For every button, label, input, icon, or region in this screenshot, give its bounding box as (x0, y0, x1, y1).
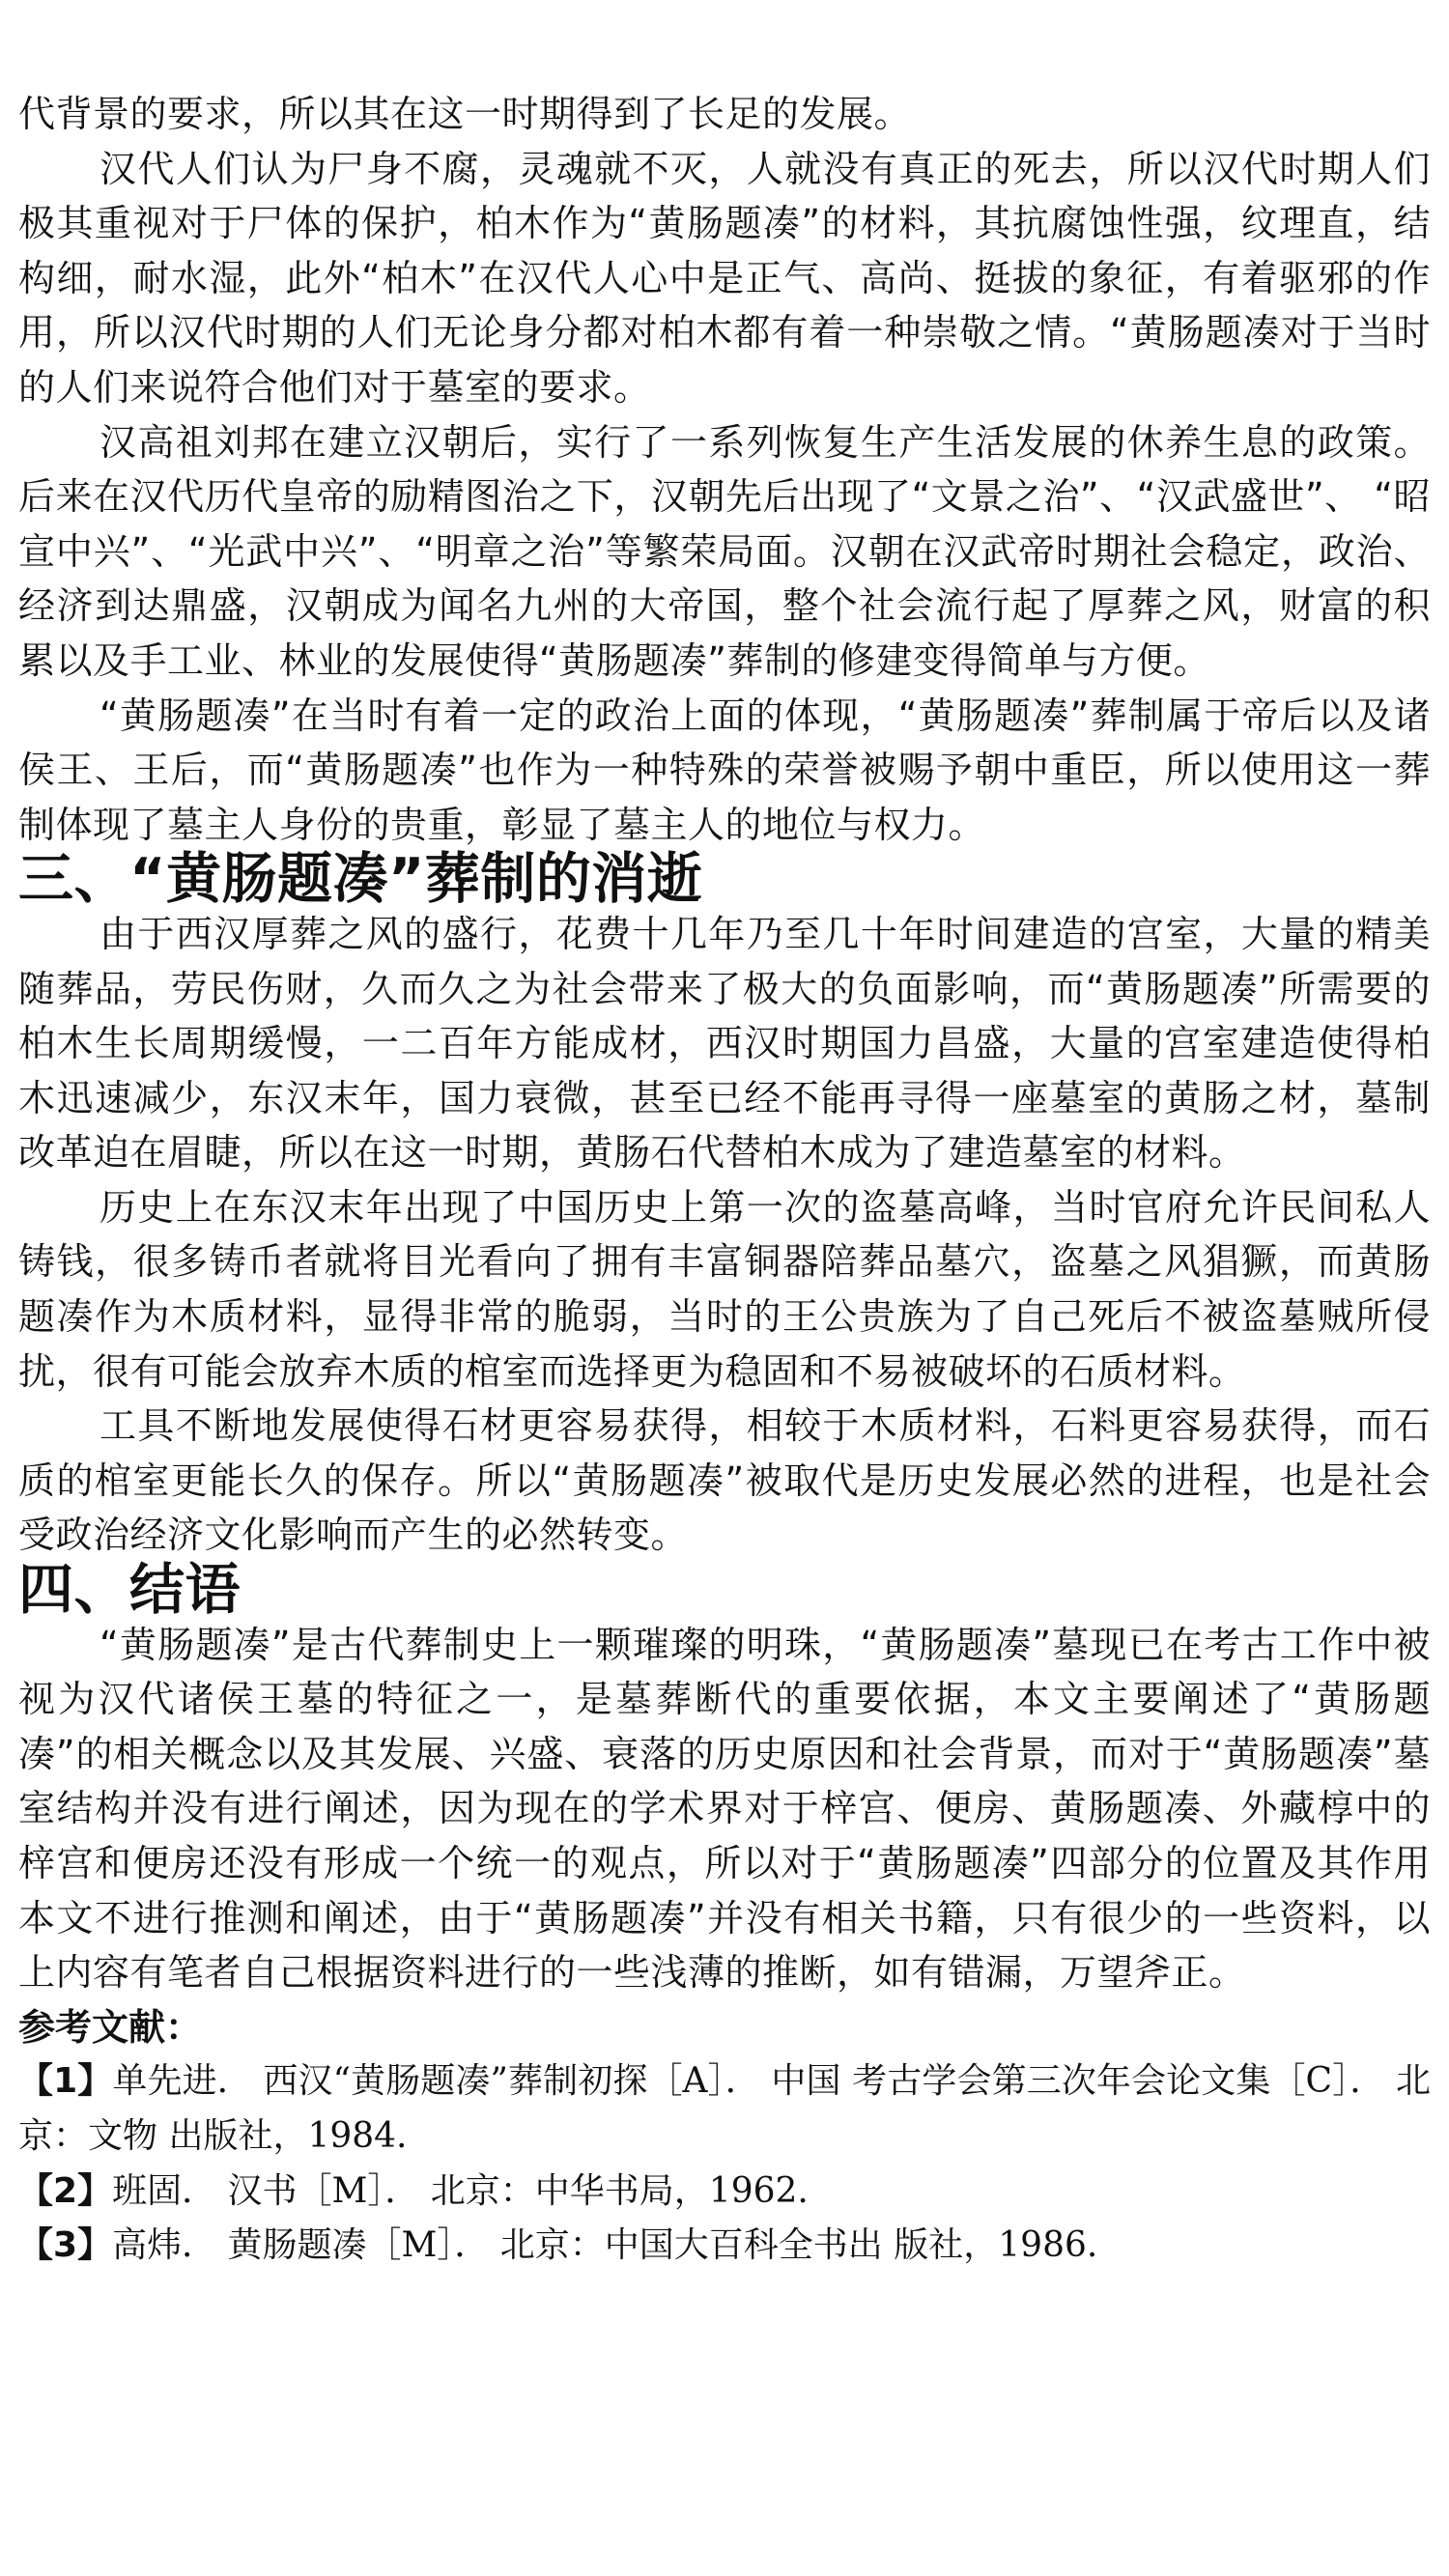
paragraph-cypress-meaning: 汉代人们认为尸身不腐，灵魂就不灭，人就没有真正的死去，所以汉代时期人们极其重视对于尸体的保护，柏木作为“黄肠题凑”的材料，其抗腐蚀性强，纹理直，结构细，耐水湿，此外“柏木”在汉代人心中是正气、高尚、挺拔的象征，有着驱邪的作用，所以汉代时期的人们无论身分都对柏木都有着一种崇敬之情。“黄肠题凑对于当时的人们来说符合他们对于墓室的要求。 (18, 147, 1431, 409)
paragraph-stone-materials: 工具不断地发展使得石材更容易获得，相较于木质材料，石料更容易获得，而石质的棺室更能长久的保存。所以“黄肠题凑”被取代是历史发展必然的进程，也是社会受政治经济文化影响而产生的必然转变。 (18, 1404, 1431, 1557)
reference-number: 【3】 (18, 2225, 113, 2266)
reference-number: 【1】 (18, 2061, 113, 2102)
paragraph-han-prosperity: 汉高祖刘邦在建立汉朝后，实行了一系列恢复生产生活发展的休养生息的政策。后来在汉代历代皇帝的励精图治之下，汉朝先后出现了“文景之治”、“汉武盛世”、 “昭宣中兴”、“光武中兴”、“明章之治”等繁荣局面。汉朝在汉武帝时期社会稳定，政治、经济到达鼎盛，汉朝成为闻名九州的大帝国，整个社会流行起了厚葬之风，财富的积累以及手工业、林业的发展使得“黄肠题凑”葬制的修建变得简单与方便。 (18, 420, 1431, 682)
reference-text: 单先进． 西汉“黄肠题凑”葬制初探［A］． 中国 考古学会第三次年会论文集［C］． 北京：文物 出版社，1984. (18, 2061, 1431, 2156)
reference-text: 高炜． 黄肠题凑［M］． 北京：中国大百科全书出 版社，1986. (112, 2225, 1098, 2266)
reference-item (18, 2054, 1431, 2164)
reference-item (18, 2165, 1431, 2220)
section-heading-conclusion: 四、结语 (18, 1558, 241, 1623)
references-title: 参考文献： (18, 2005, 203, 2049)
paragraph-conclusion: “黄肠题凑”是古代葬制史上一颗璀璨的明珠，“黄肠题凑”墓现已在考古工作中被视为汉代诸侯王墓的特征之一，是墓葬断代的重要依据，本文主要阐述了“黄肠题凑”的相关概念以及其发展、兴盛、衰落的历史原因和社会背景，而对于“黄肠题凑”墓室结构并没有进行阐述，因为现在的学术界对于梓宫、便房、黄肠题凑、外藏椁中的梓宫和便房还没有形成一个统一的观点，所以对于“黄肠题凑”四部分的位置及其作用本文不进行推测和阐述，由于“黄肠题凑”并没有相关书籍，只有很少的一些资料，以上内容有笔者自己根据资料进行的一些浅薄的推断，如有错漏，万望斧正。 (18, 1623, 1431, 1995)
paragraph-political-meaning: “黄肠题凑”在当时有着一定的政治上面的体现，“黄肠题凑”葬制属于帝后以及诸侯王、王后，而“黄肠题凑”也作为一种特殊的荣誉被赐予朝中重臣，所以使用这一葬制体现了墓主人身份的贵重，彰显了墓主人的地位与权力。 (18, 694, 1431, 846)
reference-text: 班固． 汉书［M］． 北京：中华书局，1962. (112, 2170, 809, 2211)
reference-number: 【2】 (18, 2170, 113, 2211)
section-heading-decline: 三、“黄肠题凑”葬制的消逝 (18, 847, 703, 912)
paragraph-continued: 代背景的要求，所以其在这一时期得到了长足的发展。 (18, 93, 912, 135)
paragraph-tomb-robbing: 历史上在东汉末年出现了中国历史上第一次的盗墓高峰，当时官府允许民间私人铸钱，很多铸币者就将目光看向了拥有丰富铜器陪葬品墓穴，盗墓之风猖獗，而黄肠题凑作为木质材料，显得非常的脆弱，当时的王公贵族为了自己死后不被盗墓贼所侵扰，很有可能会放弃木质的棺室而选择更为稳固和不易被破坏的石质材料。 (18, 1185, 1431, 1393)
paragraph-lavish-burial: 由于西汉厚葬之风的盛行，花费十几年乃至几十年时间建造的宫室，大量的精美随葬品，劳民伤财，久而久之为社会带来了极大的负面影响，而“黄肠题凑”所需要的柏木生长周期缓慢，一二百年方能成材，西汉时期国力昌盛，大量的宫室建造使得柏木迅速减少，东汉末年，国力衰微，甚至已经不能再寻得一座墓室的黄肠之材，墓制改革迫在眉睫，所以在这一时期，黄肠石代替柏木成为了建造墓室的材料。 (18, 912, 1431, 1175)
reference-item (18, 2219, 1431, 2274)
article-page (18, 87, 1431, 2274)
